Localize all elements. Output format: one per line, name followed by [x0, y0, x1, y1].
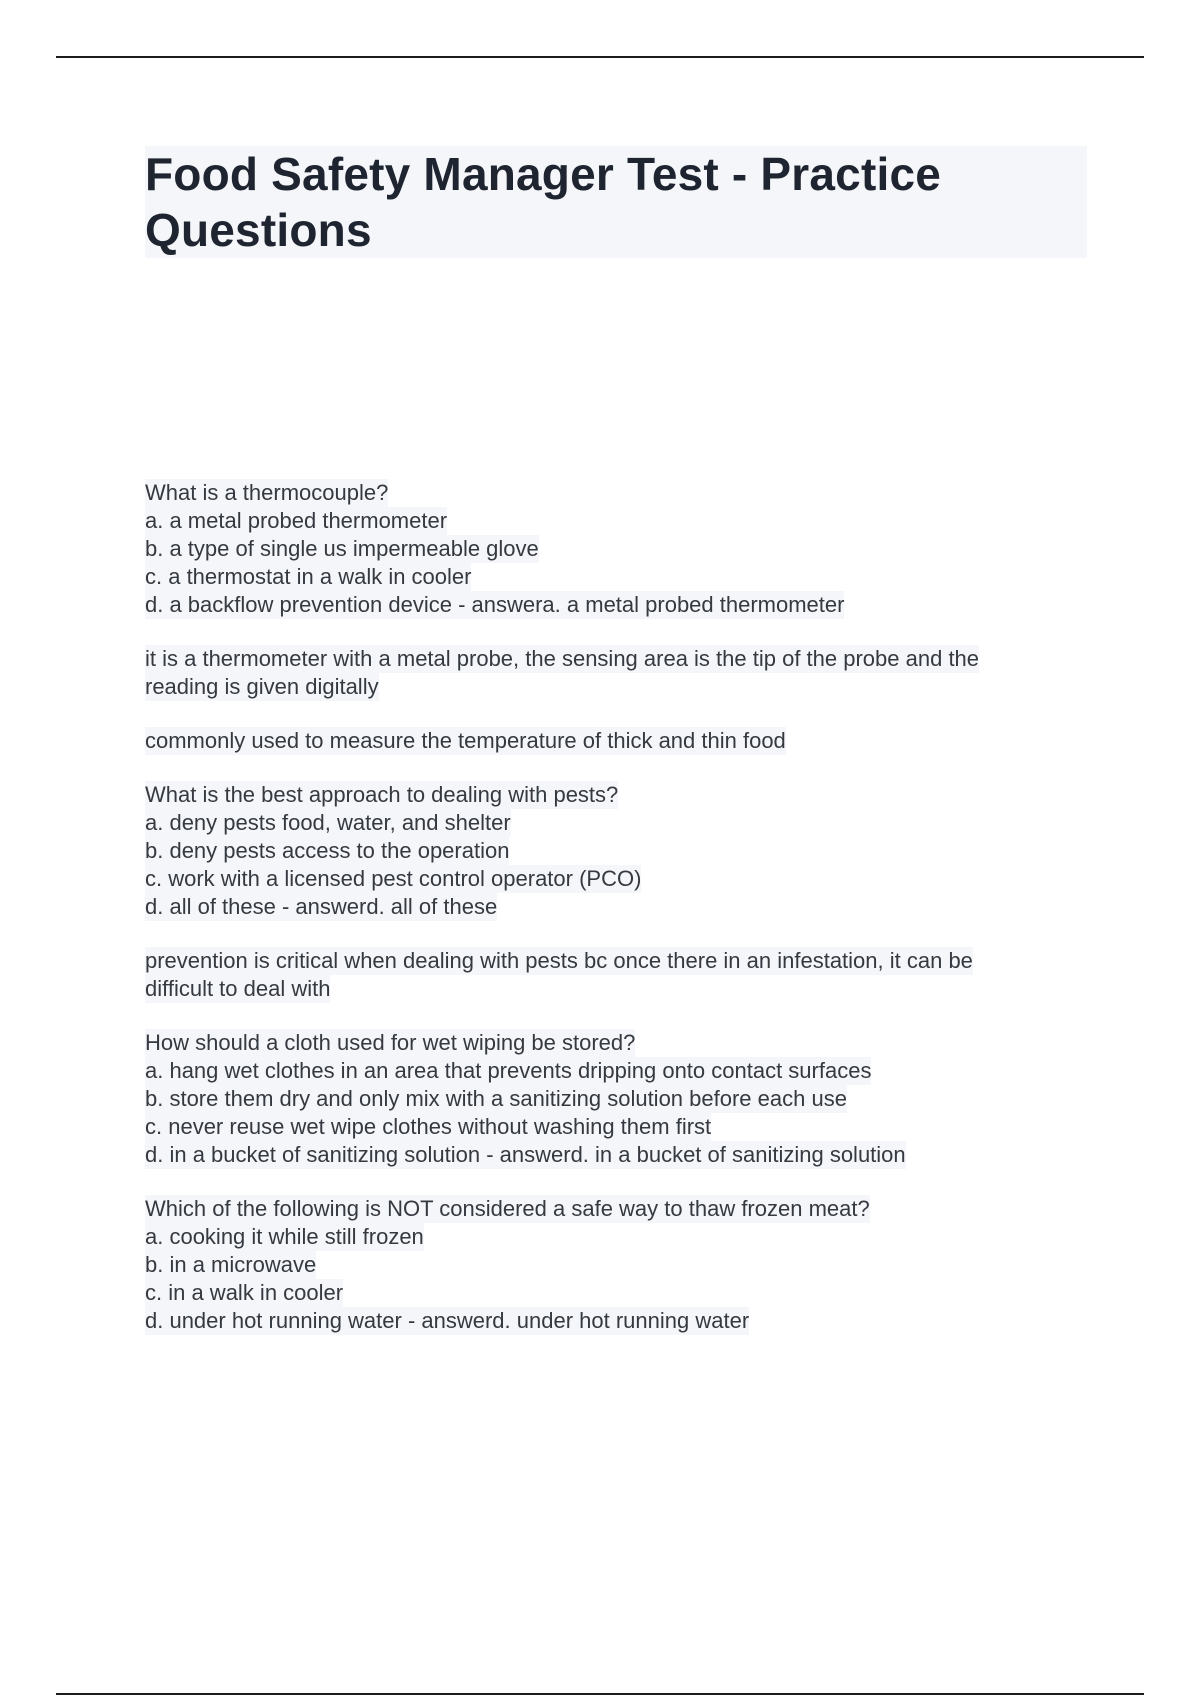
text-line: b. store them dry and only mix with a sanitizing solution before each use — [145, 1086, 847, 1111]
question-block-cloth — [145, 1029, 1095, 1169]
text-line: d. a backflow prevention device - answera. a metal probed thermometer — [145, 592, 845, 617]
text-line: c. never reuse wet wipe clothes without washing them first — [145, 1114, 712, 1139]
text-line: How should a cloth used for wet wiping be stored? — [145, 1030, 636, 1055]
text-line: a. cooking it while still frozen — [145, 1224, 424, 1249]
text-line: What is the best approach to dealing with pests? — [145, 782, 619, 807]
text-line: c. work with a licensed pest control operator (PCO) — [145, 866, 642, 891]
text-line: a. a metal probed thermometer — [145, 508, 448, 533]
text-line: reading is given digitally — [145, 674, 379, 699]
document-body — [145, 479, 1095, 1361]
question-block-thaw — [145, 1195, 1095, 1335]
text-line: c. in a walk in cooler — [145, 1280, 344, 1305]
question-block-pests — [145, 781, 1095, 921]
text-line: a. hang wet clothes in an area that prevents dripping onto contact surfaces — [145, 1058, 872, 1083]
text-line: difficult to deal with — [145, 976, 331, 1001]
bottom-rule — [56, 1693, 1144, 1695]
question-block-thermocouple — [145, 479, 1095, 619]
text-line: b. a type of single us impermeable glove — [145, 536, 539, 561]
text-line: b. in a microwave — [145, 1252, 317, 1277]
text-line: commonly used to measure the temperature of thick and thin food — [145, 728, 786, 753]
text-line: it is a thermometer with a metal probe, the sensing area is the tip of the probe and the — [145, 646, 980, 671]
explanation-block-pests — [145, 947, 1095, 1003]
top-rule — [56, 56, 1144, 58]
text-line: prevention is critical when dealing with pests bc once there in an infestation, it can be — [145, 948, 973, 973]
text-line: c. a thermostat in a walk in cooler — [145, 564, 472, 589]
note-block-thermocouple — [145, 727, 1095, 755]
text-line: d. under hot running water - answerd. under hot running water — [145, 1308, 750, 1333]
text-line: What is a thermocouple? — [145, 480, 389, 505]
text-line: a. deny pests food, water, and shelter — [145, 810, 511, 835]
title-block — [145, 146, 1087, 258]
text-line: b. deny pests access to the operation — [145, 838, 510, 863]
page-title-line-2: Questions — [145, 204, 372, 256]
text-line: d. all of these - answerd. all of these — [145, 894, 498, 919]
text-line: Which of the following is NOT considered a safe way to thaw frozen meat? — [145, 1196, 870, 1221]
explanation-block-thermocouple — [145, 645, 1095, 701]
page-title-line-1: Food Safety Manager Test - Practice — [145, 148, 942, 200]
page-title — [145, 146, 1087, 258]
text-line: d. in a bucket of sanitizing solution - answerd. in a bucket of sanitizing solution — [145, 1142, 906, 1167]
